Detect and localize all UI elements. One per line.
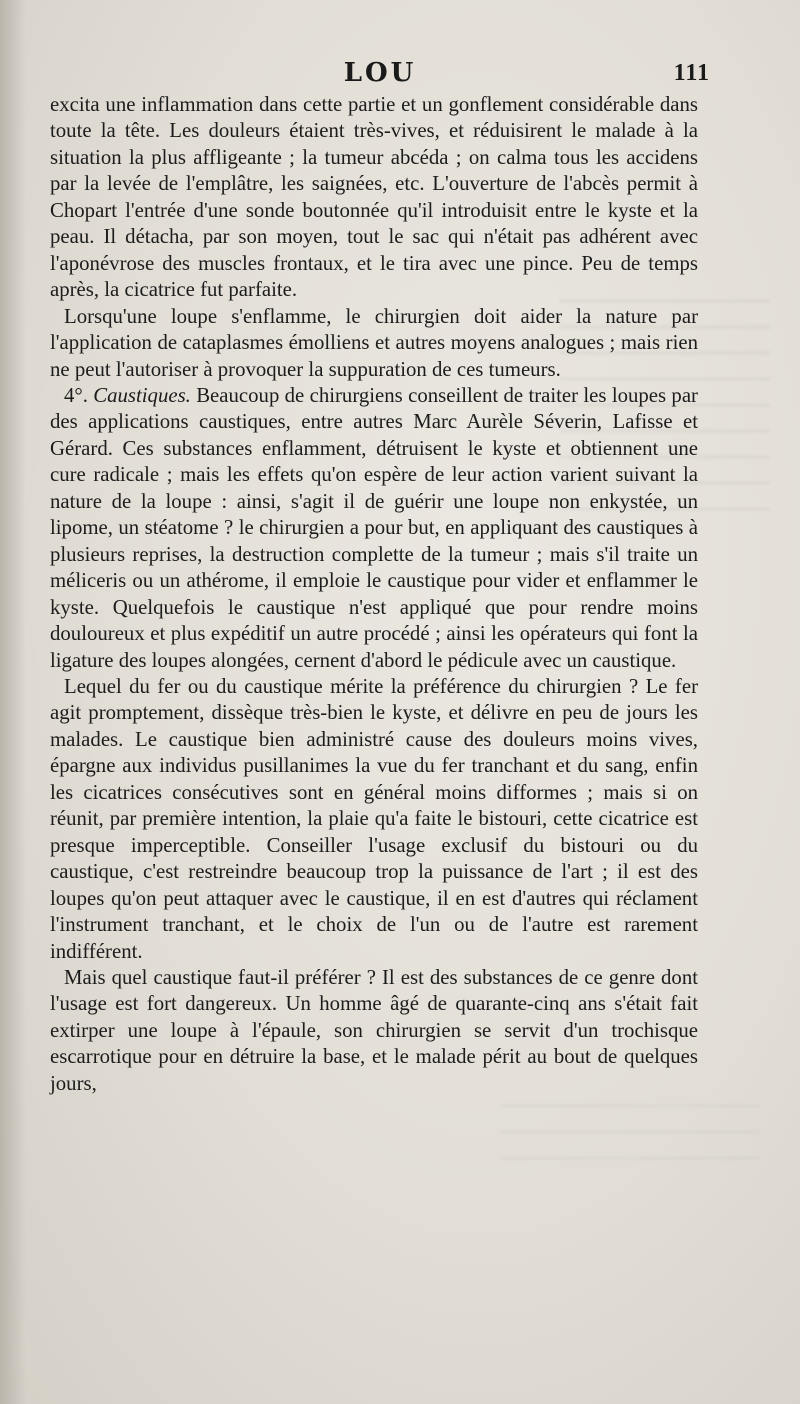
- paragraph-inflammation: [50, 304, 698, 383]
- paragraph-caustiques: [50, 383, 698, 674]
- paragraph-text: Beaucoup de chirurgiens conseillent de traiter les loupes par des applications caustiques, entre autres Marc Aurèle Séverin, Lafisse et Gérard. Ces substances enflamment, détruisent le kyste et obtiennent une cure radicale ; mais les effets qu'on espère de leur action varient suivant la nature de la loupe : ainsi, s'agit il de guérir une loupe non enkystée, un lipome, un stéatome ? le chirurgien a pour but, en appliquant des caustiques à plusieurs reprises, la destruction complette de la tumeur ; mais s'il traite un méliceris ou un athérome, il emploie le caustique pour vider et enflammer le kyste. Quelquefois le caustique n'est appliqué que pour rendre moins douloureux et plus expéditif un autre procédé ; ainsi les opérateurs qui font la ligature des loupes alongées, cernent d'abord le pédicule avec un caustique.: [50, 383, 698, 672]
- paragraph-quel-caustique: [50, 965, 698, 1097]
- body-text: [50, 92, 698, 1097]
- paragraph-text: excita une inflammation dans cette partie et un gonflement considérable dans toute la tête. Les douleurs étaient très-vives, et réduisirent le malade à la situation la plus affligeante ; la tumeur abcéda ; on calma tous les accidens par la levée de l'emplâtre, les saignées, etc. L'ouverture de l'abcès permit à Chopart l'entrée d'une sonde boutonnée qu'il introduisit entre le kyste et la peau. Il détacha, par son moyen, tout le sac qui n'était pas adhérent avec l'aponévrose des muscles frontaux, et le tira avec une pince. Peu de temps après, la cicatrice fut parfaite.: [50, 93, 698, 302]
- section-number: 4°.: [64, 383, 94, 407]
- paragraph-continuation: [50, 92, 698, 304]
- paragraph-text: Lorsqu'une loupe s'enflamme, le chirurgien doit aider la nature par l'application de cataplasmes émolliens et autres moyens analogues ; mais rien ne peut l'autoriser à provoquer la suppuration de ces tumeurs.: [50, 304, 698, 381]
- gutter-shadow: [0, 0, 26, 1404]
- page-header: [50, 58, 710, 94]
- paragraph-text: Lequel du fer ou du caustique mérite la préférence du chirurgien ? Le fer agit promptement, dissèque très-bien le kyste, et délivre en peu de jours les malades. Le caustique bien administré cause des douleurs moins vives, épargne aux individus pusillanimes la vue du fer tranchant et du sang, enfin les cicatrices consécutives sont en général moins difformes ; mais si on réunit, par première intention, la plaie qu'a faite le bistouri, cette cicatrice est presque imperceptible. Conseiller l'usage exclusif du bistouri ou du caustique, c'est restreindre beaucoup trop la puissance de l'art ; il est des loupes qu'on peut attaquer avec le caustique, il en est d'autres qui réclament l'instrument tranchant, et le choix de l'un ou de l'autre est rarement indifférent.: [50, 674, 698, 963]
- running-head: LOU: [343, 58, 417, 88]
- paragraph-text: Mais quel caustique faut-il préférer ? Il est des substances de ce genre dont l'usage est fort dangereux. Un homme âgé de quarante-cinq ans s'était fait extirper une loupe à l'épaule, son chirurgien se servit d'un trochisque escarrotique pour en détruire la base, et le malade périt au bout de quelques jours,: [50, 965, 698, 1095]
- section-heading: Caustiques.: [93, 383, 197, 407]
- show-through-texture-lower: [500, 1105, 760, 1165]
- paragraph-fer-ou-caustique: [50, 674, 698, 965]
- page-number: 111: [673, 60, 710, 86]
